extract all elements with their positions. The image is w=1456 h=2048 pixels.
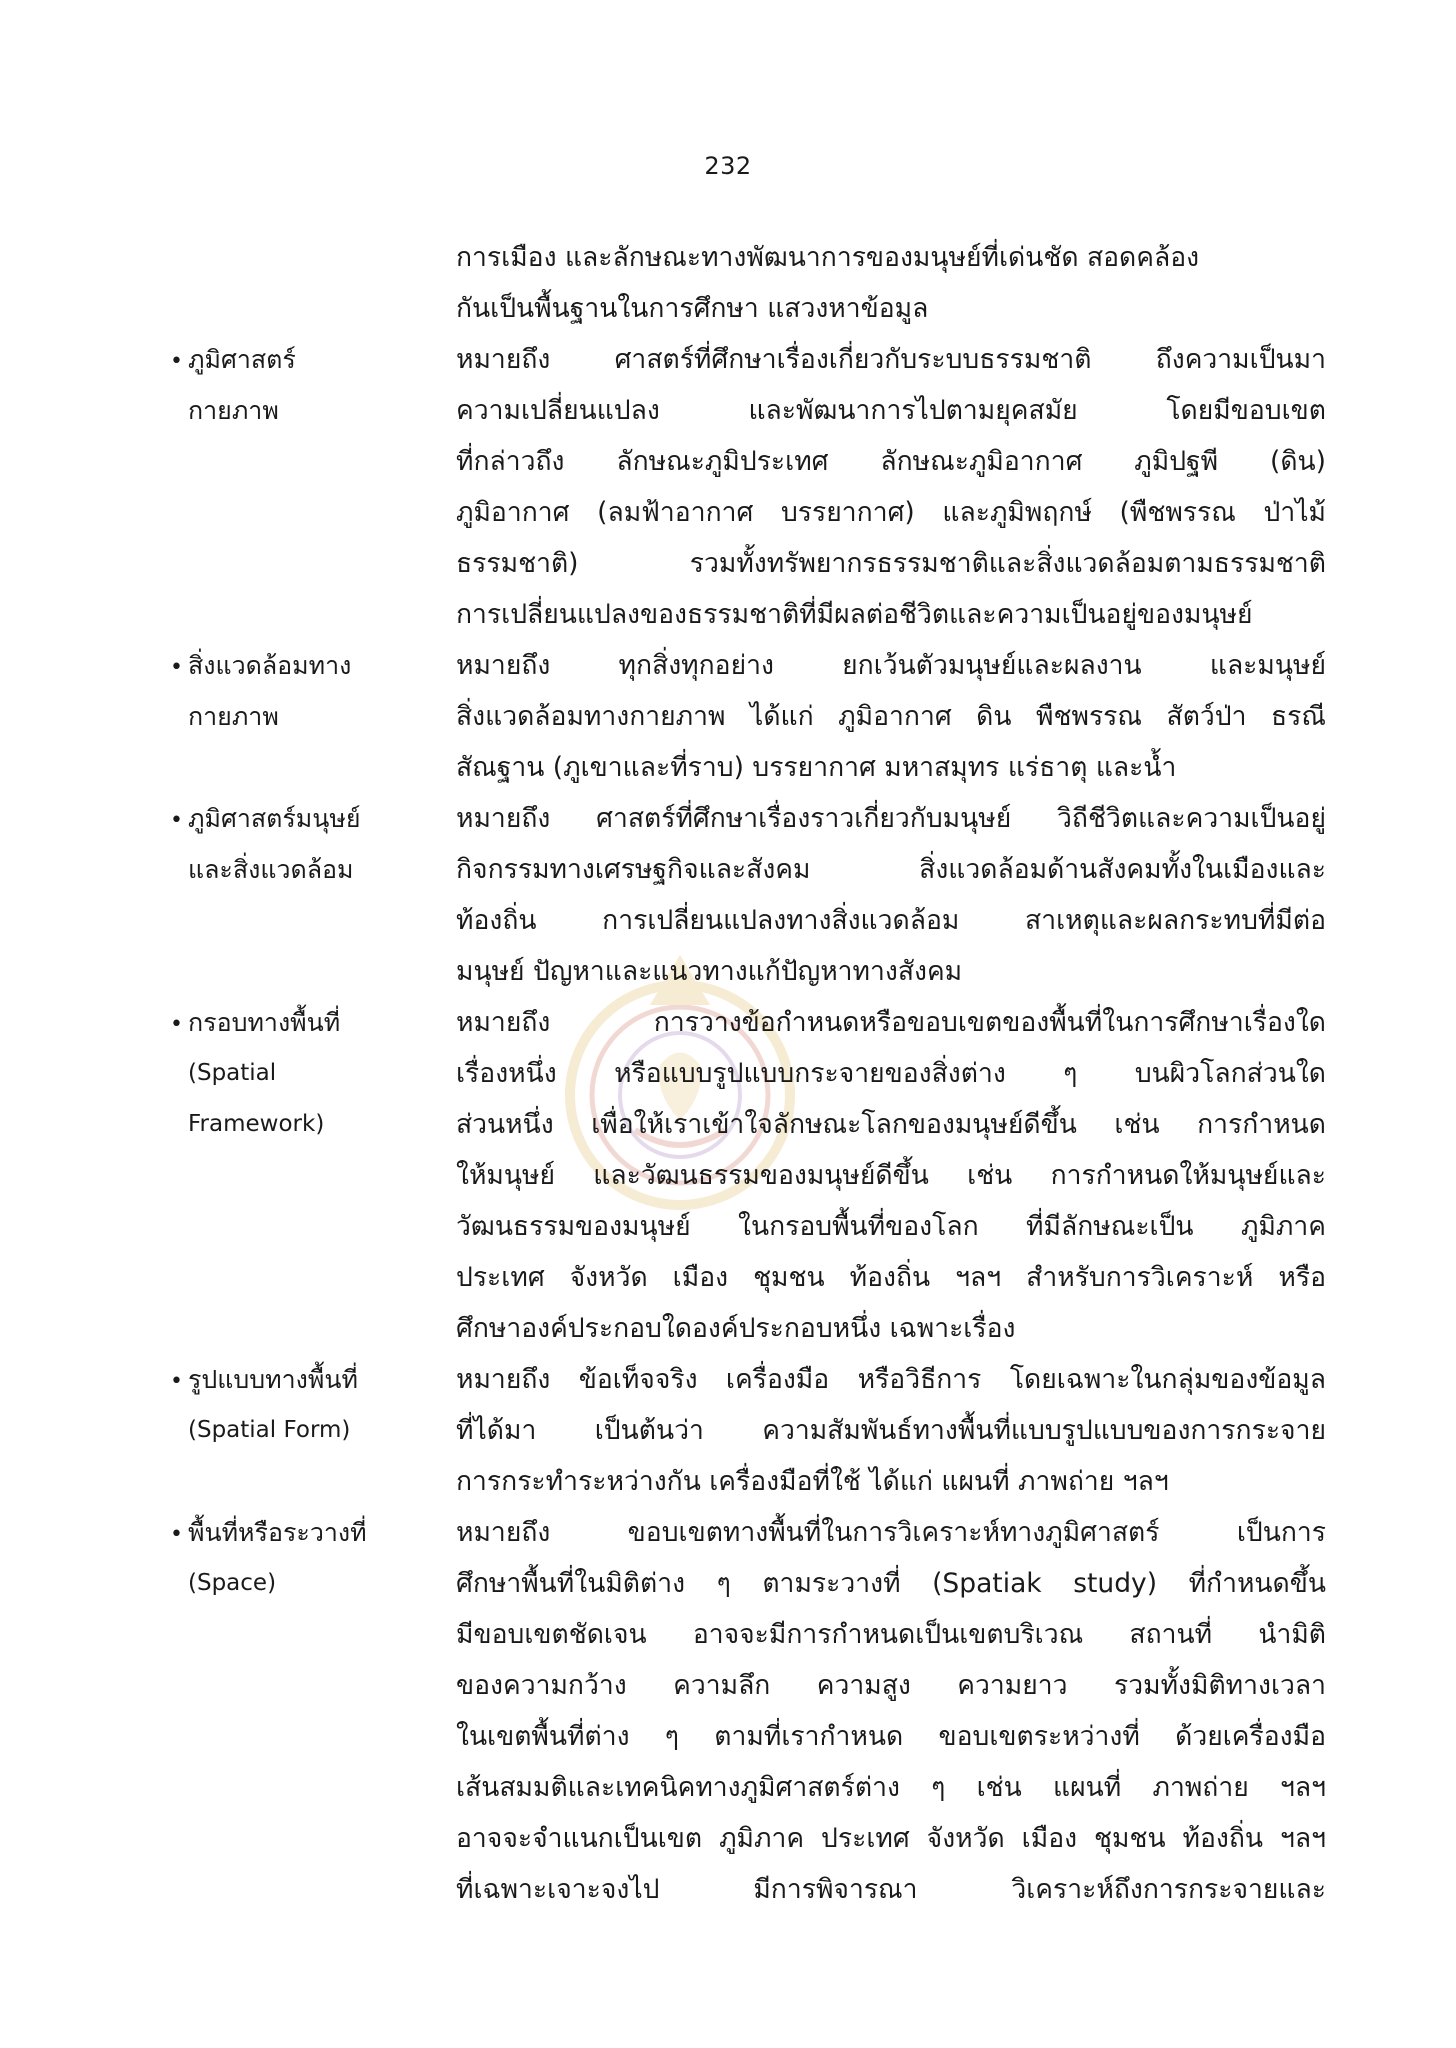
term-text: กรอบทางพื้นที่ bbox=[188, 1008, 341, 1037]
bullet-icon: • bbox=[170, 1369, 183, 1394]
text-line: ของความกว้าง ความลึก ความสูง ความยาว รวมทั้งมิติทางเวลา bbox=[456, 1670, 1326, 1701]
text-line: ศึกษาองค์ประกอบใดองค์ประกอบหนึ่ง เฉพาะเรื่อง bbox=[456, 1313, 1016, 1344]
text-line: กันเป็นพื้นฐานในการศึกษา แสวงหาข้อมูล bbox=[456, 293, 929, 324]
glossary-term bbox=[170, 793, 456, 997]
text-line: ภูมิอากาศ (ลมฟ้าอากาศ บรรยากาศ) และภูมิพฤกษ์ (พืชพรรณ ป่าไม้ bbox=[456, 497, 1326, 528]
glossary-entry bbox=[170, 997, 1326, 1354]
term-text: Framework) bbox=[188, 1111, 325, 1137]
text-line: หมายถึง การวางข้อกำหนดหรือขอบเขตของพื้นที่ในการศึกษาเรื่องใด bbox=[456, 1007, 1326, 1038]
text-line: เรื่องหนึ่ง หรือแบบรูปแบบกระจายของสิ่งต่าง ๆ บนผิวโลกส่วนใด bbox=[456, 1058, 1326, 1089]
text-line: หมายถึง ศาสตร์ที่ศึกษาเรื่องเกี่ยวกับระบบธรรมชาติ ถึงความเป็นมา bbox=[456, 344, 1326, 375]
text-line: ส่วนหนึ่ง เพื่อให้เราเข้าใจลักษณะโลกของมนุษย์ดีขึ้น เช่น การกำหนด bbox=[456, 1109, 1326, 1140]
text-line: สิ่งแวดล้อมทางกายภาพ ได้แก่ ภูมิอากาศ ดิน พืชพรรณ สัตว์ป่า ธรณี bbox=[456, 701, 1326, 732]
bullet-icon: • bbox=[170, 808, 183, 833]
document-body bbox=[170, 232, 1326, 1915]
glossary-entry bbox=[170, 793, 1326, 997]
glossary-definition bbox=[456, 640, 1326, 793]
text-line: มีขอบเขตชัดเจน อาจจะมีการกำหนดเป็นเขตบริเวณ สถานที่ นำมิติ bbox=[456, 1619, 1326, 1650]
term-text: และสิ่งแวดล้อม bbox=[188, 855, 354, 884]
glossary-term bbox=[170, 997, 456, 1354]
glossary-entry bbox=[170, 640, 1326, 793]
term-text: พื้นที่หรือระวางที่ bbox=[188, 1518, 367, 1547]
text-line: ธรรมชาติ) รวมทั้งทรัพยากรธรรมชาติและสิ่งแวดล้อมตามธรรมชาติ bbox=[456, 548, 1326, 579]
term-text: (Spatial bbox=[188, 1060, 277, 1086]
text-line: ท้องถิ่น การเปลี่ยนแปลงทางสิ่งแวดล้อม สาเหตุและผลกระทบที่มีต่อ bbox=[456, 905, 1326, 936]
text-line: การเปลี่ยนแปลงของธรรมชาติที่มีผลต่อชีวิตและความเป็นอยู่ของมนุษย์ bbox=[456, 599, 1253, 630]
intro-paragraph bbox=[170, 232, 1310, 334]
term-text: (Spatial Form) bbox=[188, 1417, 351, 1443]
glossary-definition bbox=[456, 1507, 1326, 1915]
term-text: สิ่งแวดล้อมทาง bbox=[188, 651, 352, 680]
text-line: ศึกษาพื้นที่ในมิติต่าง ๆ ตามระวางที่ (Spatiak study) ที่กำหนดขึ้น bbox=[456, 1568, 1326, 1599]
glossary-term bbox=[170, 334, 456, 640]
text-line: ที่เฉพาะเจาะจงไป มีการพิจารณา วิเคราะห์ถึงการกระจายและ bbox=[456, 1874, 1326, 1905]
text-line: การกระทำระหว่างกัน เครื่องมือที่ใช้ ได้แก่ แผนที่ ภาพถ่าย ฯลฯ bbox=[456, 1466, 1169, 1497]
glossary-term bbox=[170, 1507, 456, 1915]
bullet-icon: • bbox=[170, 349, 183, 374]
term-text: ภูมิศาสตร์มนุษย์ bbox=[188, 804, 361, 833]
text-line: ให้มนุษย์ และวัฒนธรรมของมนุษย์ดีขึ้น เช่น การกำหนดให้มนุษย์และ bbox=[456, 1160, 1326, 1191]
text-line: ประเทศ จังหวัด เมือง ชุมชน ท้องถิ่น ฯลฯ สำหรับการวิเคราะห์ หรือ bbox=[456, 1262, 1326, 1293]
text-line: ที่ได้มา เป็นต้นว่า ความสัมพันธ์ทางพื้นที่แบบรูปแบบของการกระจาย bbox=[456, 1415, 1326, 1446]
glossary-entry bbox=[170, 334, 1326, 640]
text-line: ความเปลี่ยนแปลง และพัฒนาการไปตามยุคสมัย โดยมีขอบเขต bbox=[456, 395, 1326, 426]
glossary-entry bbox=[170, 1507, 1326, 1915]
term-text: กายภาพ bbox=[188, 702, 279, 731]
text-line: มนุษย์ ปัญหาและแนวทางแก้ปัญหาทางสังคม bbox=[456, 956, 963, 987]
text-line: หมายถึง ขอบเขตทางพื้นที่ในการวิเคราะห์ทางภูมิศาสตร์ เป็นการ bbox=[456, 1517, 1326, 1548]
text-line: หมายถึง ข้อเท็จจริง เครื่องมือ หรือวิธีการ โดยเฉพาะในกลุ่มของข้อมูล bbox=[456, 1364, 1326, 1395]
glossary-definition bbox=[456, 334, 1326, 640]
term-text: รูปแบบทางพื้นที่ bbox=[188, 1365, 358, 1394]
text-line: สัณฐาน (ภูเขาและที่ราบ) บรรยากาศ มหาสมุทร แร่ธาตุ และน้ำ bbox=[456, 752, 1177, 783]
term-text: (Space) bbox=[188, 1570, 277, 1596]
text-line: วัฒนธรรมของมนุษย์ ในกรอบพื้นที่ของโลก ที่มีลักษณะเป็น ภูมิภาค bbox=[456, 1211, 1326, 1242]
term-text: กายภาพ bbox=[188, 396, 279, 425]
bullet-icon: • bbox=[170, 1012, 183, 1037]
text-line: ในเขตพื้นที่ต่าง ๆ ตามที่เรากำหนด ขอบเขตระหว่างที่ ด้วยเครื่องมือ bbox=[456, 1721, 1326, 1752]
glossary-term bbox=[170, 1354, 456, 1507]
bullet-icon: • bbox=[170, 655, 183, 680]
text-line: อาจจะจำแนกเป็นเขต ภูมิภาค ประเทศ จังหวัด เมือง ชุมชน ท้องถิ่น ฯลฯ bbox=[456, 1823, 1326, 1854]
text-line: เส้นสมมติและเทคนิคทางภูมิศาสตร์ต่าง ๆ เช่น แผนที่ ภาพถ่าย ฯลฯ bbox=[456, 1772, 1326, 1803]
glossary-definition bbox=[456, 997, 1326, 1354]
text-line: หมายถึง ทุกสิ่งทุกอย่าง ยกเว้นตัวมนุษย์และผลงาน และมนุษย์ bbox=[456, 650, 1326, 681]
glossary-term bbox=[170, 640, 456, 793]
glossary-entry bbox=[170, 1354, 1326, 1507]
glossary-definition bbox=[456, 793, 1326, 997]
text-line: หมายถึง ศาสตร์ที่ศึกษาเรื่องราวเกี่ยวกับมนุษย์ วิถีชีวิตและความเป็นอยู่ bbox=[456, 803, 1326, 834]
text-line: ที่กล่าวถึง ลักษณะภูมิประเทศ ลักษณะภูมิอากาศ ภูมิปฐพี (ดิน) bbox=[456, 446, 1326, 477]
text-line: กิจกรรมทางเศรษฐกิจและสังคม สิ่งแวดล้อมด้านสังคมทั้งในเมืองและ bbox=[456, 854, 1326, 885]
bullet-icon: • bbox=[170, 1522, 183, 1547]
text-line: การเมือง และลักษณะทางพัฒนาการของมนุษย์ที่เด่นชัด สอดคล้อง bbox=[456, 242, 1200, 273]
term-text: ภูมิศาสตร์ bbox=[188, 345, 296, 374]
glossary-definition bbox=[456, 1354, 1326, 1507]
page-number: 232 bbox=[704, 152, 752, 180]
